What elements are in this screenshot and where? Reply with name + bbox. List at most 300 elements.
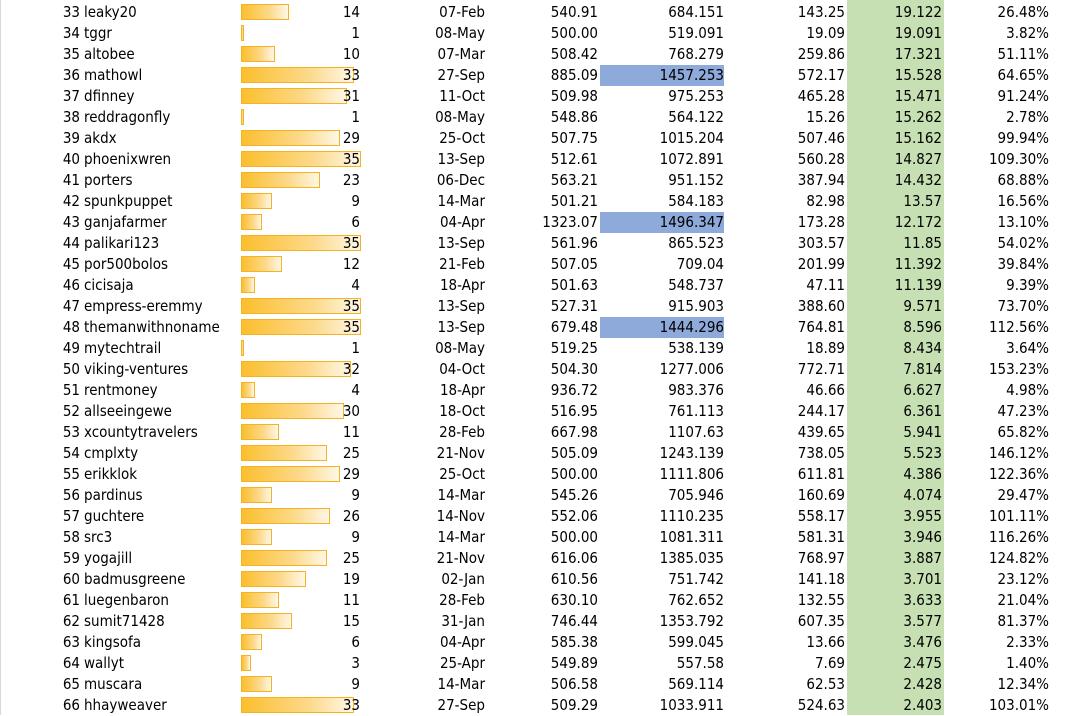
count-cell[interactable]: 25 <box>342 549 360 567</box>
value-cell-1[interactable]: 504.30 <box>550 360 598 378</box>
count-cell[interactable]: 3 <box>351 654 360 672</box>
value-cell-2[interactable]: 1444.296 <box>600 317 724 338</box>
value-cell-1[interactable]: 509.29 <box>550 696 598 714</box>
value-cell-4[interactable]: 11.139 <box>894 276 942 294</box>
value-cell-1[interactable]: 549.89 <box>550 654 598 672</box>
value-cell-1[interactable]: 527.31 <box>550 297 598 315</box>
value-cell-4[interactable]: 15.528 <box>894 66 942 84</box>
date-cell[interactable]: 04-Apr <box>439 213 485 231</box>
username-cell[interactable]: src3 <box>84 528 113 546</box>
count-cell[interactable]: 9 <box>351 192 360 210</box>
value-cell-3[interactable]: 259.86 <box>797 45 845 63</box>
username-cell[interactable]: allseeingewe <box>84 402 172 420</box>
rank-cell[interactable]: 64 <box>62 654 80 672</box>
value-cell-1[interactable]: 548.86 <box>550 108 598 126</box>
username-cell[interactable]: ganjafarmer <box>84 213 167 231</box>
percent-cell[interactable]: 101.11% <box>988 507 1049 525</box>
table-row[interactable] <box>0 254 1077 275</box>
username-cell[interactable]: dfinney <box>84 87 135 105</box>
percent-cell[interactable]: 68.88% <box>997 171 1049 189</box>
value-cell-1[interactable]: 616.06 <box>550 549 598 567</box>
value-cell-4[interactable]: 19.091 <box>894 24 942 42</box>
value-cell-3[interactable]: 82.98 <box>806 192 845 210</box>
date-cell[interactable]: 14-Mar <box>437 192 485 210</box>
percent-cell[interactable]: 21.04% <box>997 591 1049 609</box>
date-cell[interactable]: 08-May <box>435 108 485 126</box>
value-cell-2[interactable]: 1072.891 <box>659 150 724 168</box>
value-cell-2[interactable]: 761.113 <box>668 402 724 420</box>
value-cell-2[interactable]: 1243.139 <box>659 444 724 462</box>
value-cell-1[interactable]: 1323.07 <box>542 213 598 231</box>
value-cell-2[interactable]: 538.139 <box>668 339 724 357</box>
percent-cell[interactable]: 2.33% <box>1006 633 1049 651</box>
date-cell[interactable]: 31-Jan <box>441 612 485 630</box>
value-cell-4[interactable]: 2.428 <box>903 675 942 693</box>
count-cell[interactable]: 35 <box>342 150 360 168</box>
value-cell-4[interactable]: 7.814 <box>903 360 942 378</box>
value-cell-4[interactable]: 3.946 <box>903 528 942 546</box>
value-cell-1[interactable]: 746.44 <box>550 612 598 630</box>
count-cell[interactable]: 35 <box>342 234 360 252</box>
value-cell-1[interactable]: 501.21 <box>550 192 598 210</box>
percent-cell[interactable]: 12.34% <box>997 675 1049 693</box>
value-cell-1[interactable]: 936.72 <box>550 381 598 399</box>
table-row[interactable] <box>0 23 1077 44</box>
value-cell-2[interactable]: 1110.235 <box>659 507 724 525</box>
count-cell[interactable]: 29 <box>342 465 360 483</box>
percent-cell[interactable]: 23.12% <box>997 570 1049 588</box>
value-cell-4[interactable]: 15.471 <box>894 87 942 105</box>
table-row[interactable] <box>0 380 1077 401</box>
username-cell[interactable]: hhayweaver <box>84 696 167 714</box>
value-cell-2[interactable]: 1277.006 <box>659 360 724 378</box>
table-row[interactable] <box>0 422 1077 443</box>
value-cell-3[interactable]: 244.17 <box>797 402 845 420</box>
date-cell[interactable]: 07-Feb <box>439 3 485 21</box>
value-cell-4[interactable]: 3.701 <box>903 570 942 588</box>
value-cell-3[interactable]: 738.05 <box>797 444 845 462</box>
value-cell-1[interactable]: 516.95 <box>550 402 598 420</box>
value-cell-2[interactable]: 1496.347 <box>600 212 724 233</box>
table-row[interactable] <box>0 86 1077 107</box>
date-cell[interactable]: 18-Apr <box>439 276 485 294</box>
value-cell-1[interactable]: 507.75 <box>550 129 598 147</box>
value-cell-4[interactable]: 3.955 <box>903 507 942 525</box>
date-cell[interactable]: 04-Oct <box>439 360 485 378</box>
date-cell[interactable]: 13-Sep <box>437 234 485 252</box>
value-cell-1[interactable]: 505.09 <box>550 444 598 462</box>
table-row[interactable] <box>0 233 1077 254</box>
username-cell[interactable]: wallyt <box>84 654 125 672</box>
value-cell-2[interactable]: 1081.311 <box>659 528 724 546</box>
value-cell-2[interactable]: 751.742 <box>668 570 724 588</box>
table-row[interactable] <box>0 674 1077 695</box>
rank-cell[interactable]: 56 <box>62 486 80 504</box>
table-row[interactable] <box>0 128 1077 149</box>
table-row[interactable] <box>0 191 1077 212</box>
percent-cell[interactable]: 112.56% <box>988 318 1049 336</box>
value-cell-1[interactable]: 506.58 <box>550 675 598 693</box>
table-row[interactable] <box>0 296 1077 317</box>
value-cell-1[interactable]: 563.21 <box>550 171 598 189</box>
username-cell[interactable]: viking-ventures <box>84 360 189 378</box>
table-row[interactable] <box>0 275 1077 296</box>
percent-cell[interactable]: 3.64% <box>1006 339 1049 357</box>
date-cell[interactable]: 04-Apr <box>439 633 485 651</box>
date-cell[interactable]: 13-Sep <box>437 150 485 168</box>
value-cell-3[interactable]: 201.99 <box>797 255 845 273</box>
table-row[interactable] <box>0 2 1077 23</box>
count-cell[interactable]: 10 <box>342 45 360 63</box>
username-cell[interactable]: guchtere <box>84 507 145 525</box>
value-cell-4[interactable]: 3.476 <box>903 633 942 651</box>
table-row[interactable] <box>0 611 1077 632</box>
rank-cell[interactable]: 44 <box>62 234 80 252</box>
username-cell[interactable]: cicisaja <box>84 276 134 294</box>
date-cell[interactable]: 27-Sep <box>437 66 485 84</box>
count-cell[interactable]: 1 <box>351 24 360 42</box>
percent-cell[interactable]: 73.70% <box>997 297 1049 315</box>
value-cell-1[interactable]: 500.00 <box>550 528 598 546</box>
date-cell[interactable]: 08-May <box>435 24 485 42</box>
percent-cell[interactable]: 146.12% <box>988 444 1049 462</box>
value-cell-4[interactable]: 3.577 <box>903 612 942 630</box>
value-cell-4[interactable]: 6.627 <box>903 381 942 399</box>
count-cell[interactable]: 1 <box>351 108 360 126</box>
value-cell-2[interactable]: 768.279 <box>668 45 724 63</box>
value-cell-3[interactable]: 572.17 <box>797 66 845 84</box>
percent-cell[interactable]: 26.48% <box>997 3 1049 21</box>
count-cell[interactable]: 15 <box>342 612 360 630</box>
count-cell[interactable]: 32 <box>342 360 360 378</box>
date-cell[interactable]: 21-Nov <box>436 444 485 462</box>
table-row[interactable] <box>0 485 1077 506</box>
value-cell-4[interactable]: 5.941 <box>903 423 942 441</box>
rank-cell[interactable]: 37 <box>62 87 80 105</box>
username-cell[interactable]: por500bolos <box>84 255 168 273</box>
value-cell-4[interactable]: 15.262 <box>894 108 942 126</box>
value-cell-1[interactable]: 885.09 <box>550 66 598 84</box>
value-cell-3[interactable]: 465.28 <box>797 87 845 105</box>
value-cell-1[interactable]: 667.98 <box>550 423 598 441</box>
value-cell-3[interactable]: 47.11 <box>806 276 845 294</box>
percent-cell[interactable]: 153.23% <box>988 360 1049 378</box>
rank-cell[interactable]: 49 <box>62 339 80 357</box>
count-cell[interactable]: 35 <box>342 318 360 336</box>
username-cell[interactable]: xcountytravelers <box>84 423 198 441</box>
rank-cell[interactable]: 59 <box>62 549 80 567</box>
date-cell[interactable]: 27-Sep <box>437 696 485 714</box>
username-cell[interactable]: erikklok <box>84 465 138 483</box>
value-cell-3[interactable]: 173.28 <box>797 213 845 231</box>
value-cell-2[interactable]: 975.253 <box>668 87 724 105</box>
value-cell-3[interactable]: 388.60 <box>797 297 845 315</box>
percent-cell[interactable]: 3.82% <box>1006 24 1049 42</box>
date-cell[interactable]: 13-Sep <box>437 318 485 336</box>
percent-cell[interactable]: 39.84% <box>997 255 1049 273</box>
date-cell[interactable]: 18-Oct <box>439 402 485 420</box>
value-cell-1[interactable]: 507.05 <box>550 255 598 273</box>
rank-cell[interactable]: 65 <box>62 675 80 693</box>
rank-cell[interactable]: 54 <box>62 444 80 462</box>
value-cell-3[interactable]: 132.55 <box>797 591 845 609</box>
value-cell-3[interactable]: 19.09 <box>806 24 845 42</box>
value-cell-4[interactable]: 9.571 <box>903 297 942 315</box>
date-cell[interactable]: 14-Nov <box>436 507 485 525</box>
value-cell-3[interactable]: 7.69 <box>814 654 845 672</box>
date-cell[interactable]: 21-Nov <box>436 549 485 567</box>
percent-cell[interactable]: 109.30% <box>988 150 1049 168</box>
rank-cell[interactable]: 45 <box>62 255 80 273</box>
count-cell[interactable]: 25 <box>342 444 360 462</box>
username-cell[interactable]: pardinus <box>84 486 143 504</box>
count-cell[interactable]: 11 <box>342 591 360 609</box>
percent-cell[interactable]: 13.10% <box>997 213 1049 231</box>
value-cell-3[interactable]: 524.63 <box>797 696 845 714</box>
value-cell-3[interactable]: 387.94 <box>797 171 845 189</box>
rank-cell[interactable]: 61 <box>62 591 80 609</box>
value-cell-2[interactable]: 762.652 <box>668 591 724 609</box>
value-cell-4[interactable]: 12.172 <box>894 213 942 231</box>
table-row[interactable] <box>0 107 1077 128</box>
rank-cell[interactable]: 60 <box>62 570 80 588</box>
value-cell-3[interactable]: 160.69 <box>797 486 845 504</box>
rank-cell[interactable]: 38 <box>62 108 80 126</box>
rank-cell[interactable]: 42 <box>62 192 80 210</box>
username-cell[interactable]: cmplxty <box>84 444 139 462</box>
value-cell-2[interactable]: 548.737 <box>668 276 724 294</box>
value-cell-2[interactable]: 569.114 <box>668 675 724 693</box>
username-cell[interactable]: mytechtrail <box>84 339 162 357</box>
username-cell[interactable]: leaky20 <box>84 3 137 21</box>
table-row[interactable] <box>0 695 1077 716</box>
username-cell[interactable]: phoenixwren <box>84 150 172 168</box>
username-cell[interactable]: reddragonfly <box>84 108 171 126</box>
value-cell-4[interactable]: 19.122 <box>894 3 942 21</box>
date-cell[interactable]: 18-Apr <box>439 381 485 399</box>
value-cell-1[interactable]: 610.56 <box>550 570 598 588</box>
value-cell-4[interactable]: 2.475 <box>903 654 942 672</box>
percent-cell[interactable]: 81.37% <box>997 612 1049 630</box>
value-cell-3[interactable]: 62.53 <box>806 675 845 693</box>
value-cell-2[interactable]: 519.091 <box>668 24 724 42</box>
count-cell[interactable]: 12 <box>342 255 360 273</box>
percent-cell[interactable]: 2.78% <box>1006 108 1049 126</box>
table-row[interactable] <box>0 44 1077 65</box>
date-cell[interactable]: 13-Sep <box>437 297 485 315</box>
rank-cell[interactable]: 46 <box>62 276 80 294</box>
value-cell-2[interactable]: 599.045 <box>668 633 724 651</box>
count-cell[interactable]: 33 <box>342 66 360 84</box>
rank-cell[interactable]: 50 <box>62 360 80 378</box>
username-cell[interactable]: badmusgreene <box>84 570 186 588</box>
rank-cell[interactable]: 55 <box>62 465 80 483</box>
percent-cell[interactable]: 99.94% <box>997 129 1049 147</box>
table-row[interactable] <box>0 359 1077 380</box>
value-cell-2[interactable]: 1385.035 <box>659 549 724 567</box>
username-cell[interactable]: luegenbaron <box>84 591 169 609</box>
rank-cell[interactable]: 58 <box>62 528 80 546</box>
date-cell[interactable]: 28-Feb <box>439 423 485 441</box>
date-cell[interactable]: 14-Mar <box>437 528 485 546</box>
percent-cell[interactable]: 47.23% <box>997 402 1049 420</box>
count-cell[interactable]: 26 <box>342 507 360 525</box>
username-cell[interactable]: yogajill <box>84 549 133 567</box>
value-cell-4[interactable]: 3.633 <box>903 591 942 609</box>
rank-cell[interactable]: 57 <box>62 507 80 525</box>
value-cell-2[interactable]: 709.04 <box>676 255 724 273</box>
value-cell-4[interactable]: 4.386 <box>903 465 942 483</box>
value-cell-3[interactable]: 768.97 <box>797 549 845 567</box>
count-cell[interactable]: 14 <box>342 3 360 21</box>
table-row[interactable] <box>0 590 1077 611</box>
value-cell-4[interactable]: 3.887 <box>903 549 942 567</box>
date-cell[interactable]: 02-Jan <box>441 570 485 588</box>
username-cell[interactable]: porters <box>84 171 133 189</box>
value-cell-4[interactable]: 14.432 <box>894 171 942 189</box>
username-cell[interactable]: tggr <box>84 24 112 42</box>
rank-cell[interactable]: 52 <box>62 402 80 420</box>
value-cell-3[interactable]: 558.17 <box>797 507 845 525</box>
rank-cell[interactable]: 62 <box>62 612 80 630</box>
value-cell-2[interactable]: 865.523 <box>668 234 724 252</box>
table-row[interactable] <box>0 548 1077 569</box>
table-row[interactable] <box>0 317 1077 338</box>
percent-cell[interactable]: 124.82% <box>988 549 1049 567</box>
count-cell[interactable]: 9 <box>351 528 360 546</box>
percent-cell[interactable]: 103.01% <box>988 696 1049 714</box>
value-cell-4[interactable]: 6.361 <box>903 402 942 420</box>
value-cell-3[interactable]: 13.66 <box>806 633 845 651</box>
count-cell[interactable]: 9 <box>351 486 360 504</box>
count-cell[interactable]: 29 <box>342 129 360 147</box>
username-cell[interactable]: empress-eremmy <box>84 297 203 315</box>
percent-cell[interactable]: 29.47% <box>997 486 1049 504</box>
rank-cell[interactable]: 36 <box>62 66 80 84</box>
username-cell[interactable]: altobee <box>84 45 135 63</box>
table-row[interactable] <box>0 338 1077 359</box>
value-cell-3[interactable]: 15.26 <box>806 108 845 126</box>
value-cell-2[interactable]: 1107.63 <box>668 423 724 441</box>
date-cell[interactable]: 25-Oct <box>439 465 485 483</box>
count-cell[interactable]: 23 <box>342 171 360 189</box>
count-cell[interactable]: 30 <box>342 402 360 420</box>
percent-cell[interactable]: 65.82% <box>997 423 1049 441</box>
table-row[interactable] <box>0 653 1077 674</box>
username-cell[interactable]: palikari123 <box>84 234 160 252</box>
username-cell[interactable]: sumit71428 <box>84 612 165 630</box>
value-cell-1[interactable]: 500.00 <box>550 24 598 42</box>
value-cell-1[interactable]: 585.38 <box>550 633 598 651</box>
value-cell-2[interactable]: 705.946 <box>668 486 724 504</box>
value-cell-2[interactable]: 584.183 <box>668 192 724 210</box>
value-cell-2[interactable]: 684.151 <box>668 3 724 21</box>
rank-cell[interactable]: 51 <box>62 381 80 399</box>
rank-cell[interactable]: 53 <box>62 423 80 441</box>
value-cell-1[interactable]: 552.06 <box>550 507 598 525</box>
percent-cell[interactable]: 9.39% <box>1006 276 1049 294</box>
value-cell-4[interactable]: 2.403 <box>903 696 942 714</box>
count-cell[interactable]: 4 <box>351 276 360 294</box>
date-cell[interactable]: 21-Feb <box>439 255 485 273</box>
username-cell[interactable]: rentmoney <box>84 381 158 399</box>
value-cell-3[interactable]: 611.81 <box>797 465 845 483</box>
value-cell-3[interactable]: 143.25 <box>797 3 845 21</box>
value-cell-4[interactable]: 5.523 <box>903 444 942 462</box>
table-row[interactable] <box>0 506 1077 527</box>
rank-cell[interactable]: 33 <box>62 3 80 21</box>
value-cell-2[interactable]: 1353.792 <box>659 612 724 630</box>
percent-cell[interactable]: 16.56% <box>997 192 1049 210</box>
username-cell[interactable]: kingsofa <box>84 633 141 651</box>
table-row[interactable] <box>0 527 1077 548</box>
date-cell[interactable]: 08-May <box>435 339 485 357</box>
percent-cell[interactable]: 4.98% <box>1006 381 1049 399</box>
value-cell-4[interactable]: 11.85 <box>903 234 942 252</box>
date-cell[interactable]: 28-Feb <box>439 591 485 609</box>
value-cell-4[interactable]: 4.074 <box>903 486 942 504</box>
table-row[interactable] <box>0 464 1077 485</box>
date-cell[interactable]: 11-Oct <box>439 87 485 105</box>
value-cell-4[interactable]: 8.596 <box>903 318 942 336</box>
date-cell[interactable]: 25-Oct <box>439 129 485 147</box>
value-cell-3[interactable]: 607.35 <box>797 612 845 630</box>
value-cell-3[interactable]: 18.89 <box>806 339 845 357</box>
count-cell[interactable]: 31 <box>342 87 360 105</box>
count-cell[interactable]: 9 <box>351 675 360 693</box>
rank-cell[interactable]: 66 <box>62 696 80 714</box>
value-cell-2[interactable]: 915.903 <box>668 297 724 315</box>
table-row[interactable] <box>0 170 1077 191</box>
value-cell-3[interactable]: 46.66 <box>806 381 845 399</box>
table-row[interactable] <box>0 149 1077 170</box>
count-cell[interactable]: 6 <box>351 633 360 651</box>
value-cell-2[interactable]: 983.376 <box>668 381 724 399</box>
value-cell-2[interactable]: 1457.253 <box>600 65 724 86</box>
count-cell[interactable]: 6 <box>351 213 360 231</box>
date-cell[interactable]: 14-Mar <box>437 675 485 693</box>
rank-cell[interactable]: 43 <box>62 213 80 231</box>
rank-cell[interactable]: 48 <box>62 318 80 336</box>
percent-cell[interactable]: 51.11% <box>997 45 1049 63</box>
table-row[interactable] <box>0 65 1077 86</box>
value-cell-2[interactable]: 1033.911 <box>659 696 724 714</box>
value-cell-2[interactable]: 1111.806 <box>659 465 724 483</box>
username-cell[interactable]: muscara <box>84 675 143 693</box>
value-cell-3[interactable]: 507.46 <box>797 129 845 147</box>
username-cell[interactable]: themanwithnoname <box>84 318 220 336</box>
value-cell-1[interactable]: 501.63 <box>550 276 598 294</box>
percent-cell[interactable]: 1.40% <box>1006 654 1049 672</box>
username-cell[interactable]: spunkpuppet <box>84 192 173 210</box>
table-row[interactable] <box>0 443 1077 464</box>
rank-cell[interactable]: 39 <box>62 129 80 147</box>
table-row[interactable] <box>0 569 1077 590</box>
value-cell-3[interactable]: 581.31 <box>797 528 845 546</box>
value-cell-3[interactable]: 560.28 <box>797 150 845 168</box>
count-cell[interactable]: 4 <box>351 381 360 399</box>
value-cell-1[interactable]: 519.25 <box>550 339 598 357</box>
percent-cell[interactable]: 116.26% <box>988 528 1049 546</box>
value-cell-3[interactable]: 772.71 <box>797 360 845 378</box>
value-cell-3[interactable]: 439.65 <box>797 423 845 441</box>
value-cell-3[interactable]: 141.18 <box>797 570 845 588</box>
date-cell[interactable]: 07-Mar <box>437 45 485 63</box>
value-cell-1[interactable]: 545.26 <box>550 486 598 504</box>
count-cell[interactable]: 33 <box>342 696 360 714</box>
username-cell[interactable]: mathowl <box>84 66 143 84</box>
date-cell[interactable]: 14-Mar <box>437 486 485 504</box>
